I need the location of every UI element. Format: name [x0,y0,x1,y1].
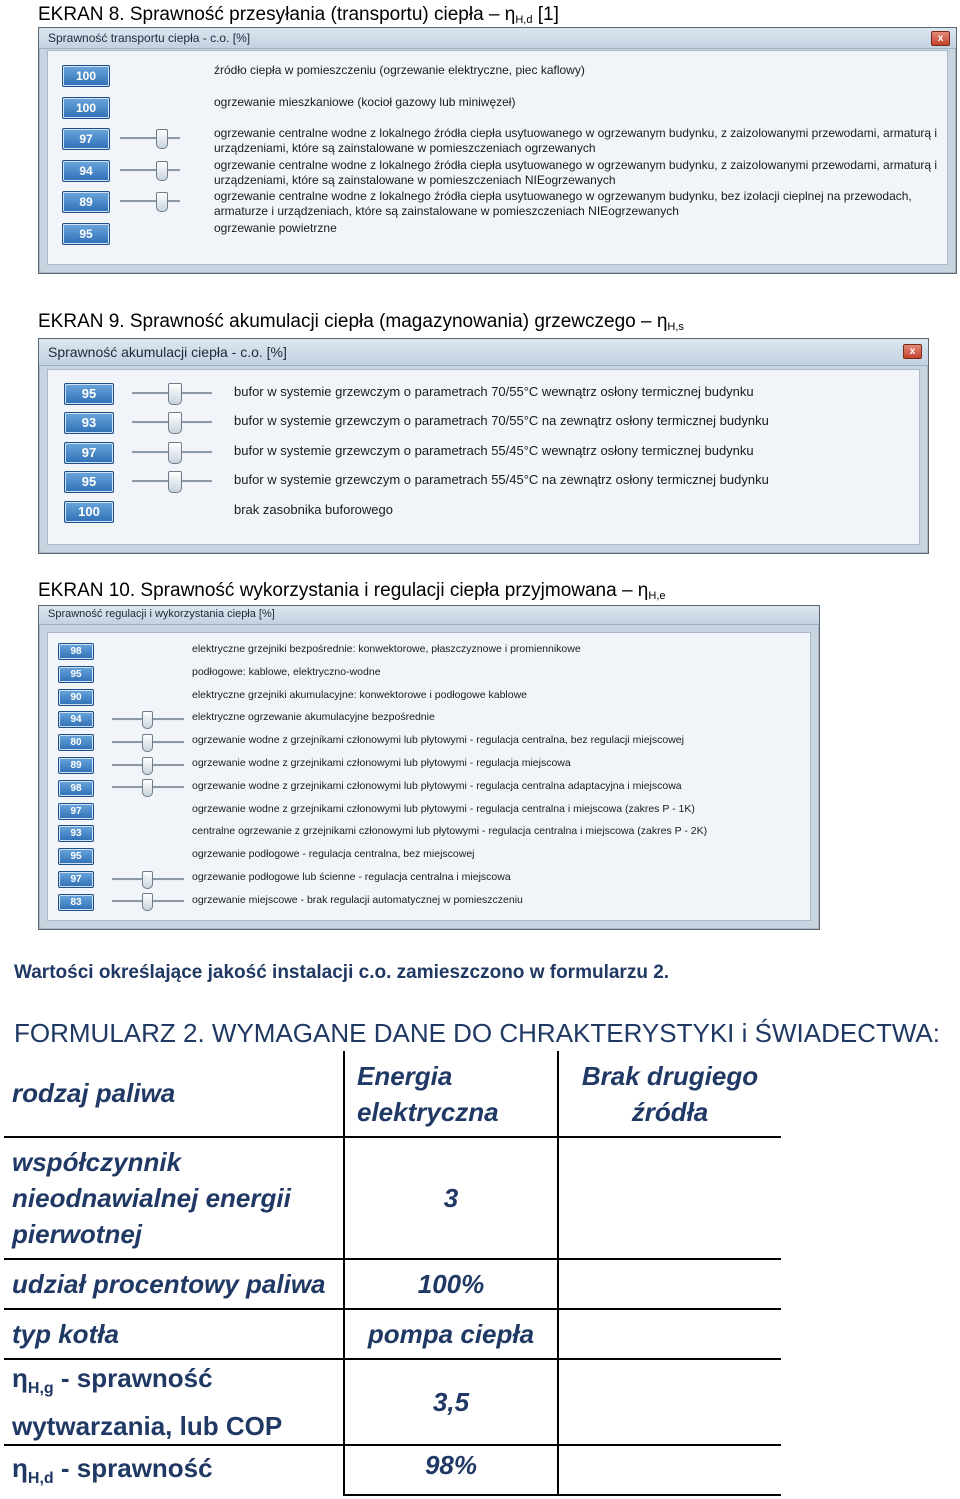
form-row-value2 [558,1359,781,1445]
slider-thumb[interactable] [156,161,168,181]
form-row-label: udział procentowy paliwa [4,1259,344,1309]
value-box[interactable]: 95 [58,666,94,683]
eta-symbol: η [12,1452,28,1483]
screen8-heading [38,4,559,26]
option-description: ogrzewanie miejscowe - brak regulacji automatycznej w pomieszczeniu [192,893,523,906]
value-box[interactable]: 100 [62,97,110,119]
value-box[interactable]: 95 [58,848,94,865]
value-box[interactable]: 90 [58,689,94,706]
form-header-label: rodzaj paliwa [4,1051,344,1137]
value-box[interactable]: 95 [64,471,114,493]
close-icon[interactable]: x [931,31,950,46]
form-row [4,1137,781,1259]
slider-track[interactable] [120,137,180,140]
form-row [4,1309,781,1359]
form-col1-header-text: Energia elektryczna [357,1060,499,1127]
option-description: bufor w systemie grzewczym o parametrach 55/45°C na zewnątrz osłony termicznej budynku [234,472,769,488]
form-row-value2 [558,1445,781,1495]
form-row-value2 [558,1259,781,1309]
option-row[interactable] [48,61,947,93]
form-table [4,1051,781,1496]
option-description: źródło ciepła w pomieszczeniu (ogrzewanie elektryczne, piec kaflowy) [214,63,585,77]
option-row[interactable] [48,439,919,468]
option-description: elektryczne grzejniki akumulacyjne: konwektorowe i podłogowe kablowe [192,688,528,701]
form-col2-header [558,1051,781,1137]
screen9-window [38,338,929,554]
screen8-heading-text: EKRAN 8. Sprawność przesyłania (transportu) ciepła – η [38,4,516,25]
option-row[interactable] [48,801,810,824]
slider-thumb[interactable] [142,779,153,797]
value-box[interactable]: 97 [64,442,114,464]
form-row-value: 100% [344,1259,558,1309]
screen10-body [47,632,811,921]
value-box[interactable]: 97 [62,128,110,150]
slider-track[interactable] [120,169,180,172]
option-description: ogrzewanie podłogowe lub ścienne - regulacja centralna i miejscowa [192,871,511,883]
form-row-label: współczynnik nieodnawialnej energii pierwotnej [4,1137,344,1259]
option-row[interactable] [48,93,947,125]
screen10-heading-sub: H,e [648,590,666,602]
slider-thumb[interactable] [168,442,182,464]
slider-thumb[interactable] [168,383,182,405]
value-box[interactable]: 89 [62,191,110,213]
option-row[interactable] [48,778,810,801]
value-box[interactable]: 83 [58,894,94,911]
option-description: bufor w systemie grzewczym o parametrach 70/55°C na zewnątrz osłony termicznej budynku [234,413,769,429]
screen10-window [38,605,820,930]
screen8-body [47,50,948,265]
form-col2-header-text: Brak drugiego źródła [581,1060,759,1127]
option-description: ogrzewanie wodne z grzejnikami członowymi lub płytowymi - regulacja miejscowa [192,757,571,769]
screen9-body [47,369,920,545]
option-row[interactable] [48,664,810,687]
screen9-heading-text: EKRAN 9. Sprawność akumulacji ciepła (magazynowania) grzewczego – η [38,311,668,332]
value-box[interactable]: 94 [62,160,110,182]
form-header-row [4,1051,781,1137]
form-row [4,1445,781,1495]
screen8-titlebar [39,28,956,49]
screen9-titlebar [39,339,928,366]
screen8-window-title: Sprawność transportu ciepła - c.o. [%] [48,31,251,45]
form-row-value: 98% [344,1445,558,1495]
slider-thumb[interactable] [156,192,168,212]
form-col1-header [344,1051,558,1137]
screen10-heading-text: EKRAN 10. Sprawność wykorzystania i regulacji ciepła przyjmowana – η [38,580,649,601]
option-row[interactable] [48,709,810,732]
option-row[interactable] [48,846,810,869]
screen9-window-title: Sprawność akumulacji ciepła - c.o. [%] [48,344,287,360]
slider-thumb[interactable] [168,471,182,493]
eta-subscript: H,g [27,1380,54,1398]
value-box[interactable]: 95 [64,383,114,405]
option-row[interactable] [48,732,810,755]
screen10-window-title: Sprawność regulacji i wykorzystania ciepła [%] [48,608,275,620]
option-row[interactable] [48,156,947,188]
slider-thumb[interactable] [168,412,182,434]
option-description: ogrzewanie wodne z grzejnikami członowymi lub płytowymi - regulacja centralna, bez regulacji miejscowej [192,734,684,747]
screen8-heading-tail: [1] [532,4,559,25]
option-row[interactable] [48,687,810,710]
screen8-heading-sub: H,d [515,14,533,26]
option-row[interactable] [48,468,919,497]
option-description: ogrzewanie mieszkaniowe (kocioł gazowy lub miniwęzeł) [214,94,516,109]
slider-thumb[interactable] [142,871,153,889]
value-box[interactable]: 97 [58,803,94,820]
slider-thumb[interactable] [142,734,153,752]
form-row [4,1359,781,1445]
option-description: ogrzewanie centralne wodne z lokalnego źródła ciepła usytuowanego w ogrzewanym budynku, bez izolacji cieplnej na przewodach, armaturze i urządzeniach, które są zainstalowane w pomieszczeniach NIEogrzewanych [214,189,912,219]
option-row[interactable] [48,409,919,438]
value-box[interactable]: 93 [64,412,114,434]
slider-thumb[interactable] [142,711,153,729]
option-row[interactable] [48,124,947,156]
form-row-value: 3,5 [344,1359,558,1445]
screen10-titlebar [39,606,819,625]
screen9-heading [38,311,684,333]
screen9-heading-sub: H,s [667,321,684,333]
option-row[interactable] [48,187,947,219]
form-row-value2 [558,1309,781,1359]
option-row[interactable] [48,380,919,409]
slider-thumb[interactable] [142,893,153,911]
option-description: brak zasobnika buforowego [234,501,393,517]
value-box[interactable]: 97 [58,871,94,888]
option-description: elektryczne ogrzewanie akumulacyjne bezpośrednie [192,711,435,724]
option-description: bufor w systemie grzewczym o parametrach 55/45°C wewnątrz osłony termicznej budynku [234,442,754,458]
screen8-window [38,27,957,274]
option-row[interactable] [48,869,810,892]
option-row[interactable] [48,219,947,251]
option-description: ogrzewanie wodne z grzejnikami członowymi lub płytowymi - regulacja centralna adaptacyjna i miejscowa [192,779,682,792]
form-row-value: 3 [344,1137,558,1259]
option-row[interactable] [48,755,810,778]
value-box[interactable]: 95 [62,223,110,245]
form-row-value2 [558,1137,781,1259]
note-text: Wartości określające jakość instalacji c.o. zamieszczono w formularzu 2. [14,962,670,983]
value-box[interactable]: 89 [58,757,94,774]
value-box[interactable]: 80 [58,734,94,751]
close-icon[interactable]: x [903,344,922,359]
option-description: ogrzewanie wodne z grzejnikami członowymi lub płytowymi - regulacja centralna i miejscowa (zakres P - 1K) [192,802,695,815]
form-row-label-text: - sprawność [53,1452,213,1483]
value-box[interactable]: 100 [64,501,114,523]
option-description: centralne ogrzewanie z grzejnikami członowymi lub płytowymi - regulacja centralna i miejscowa (zakres P - 2K) [192,825,708,838]
form-row [4,1259,781,1309]
option-row[interactable] [48,892,810,915]
slider-thumb[interactable] [142,757,153,775]
form-row-label [4,1359,344,1445]
form-title: FORMULARZ 2. WYMAGANE DANE DO CHRAKTERYSTYKI i ŚWIADECTWA: [14,1018,940,1048]
eta-symbol: η [12,1363,28,1394]
option-description: ogrzewanie centralne wodne z lokalnego źródła ciepła usytuowanego w ogrzewanym budynku, z zaizolowanymi przewodami, armaturą i urządzeniami, które są zainstalowane w pomieszczeniach NIEogrzewanych [214,157,938,187]
slider-track[interactable] [120,200,180,203]
option-row[interactable] [48,823,810,846]
eta-subscript: H,d [27,1470,54,1488]
value-box[interactable]: 98 [58,643,94,660]
value-box[interactable]: 100 [62,65,110,87]
screen10-heading [38,580,666,602]
form-row-label [4,1445,344,1495]
value-box[interactable]: 93 [58,825,94,842]
form-row-value: pompa ciepła [344,1309,558,1359]
option-description: bufor w systemie grzewczym o parametrach 70/55°C wewnątrz osłony termicznej budynku [234,384,754,399]
option-description: podłogowe: kablowe, elektryczno-wodne [192,665,381,678]
slider-thumb[interactable] [156,129,168,149]
value-box[interactable]: 94 [58,711,94,728]
form-row-label: typ kotła [4,1309,344,1359]
option-description: ogrzewanie podłogowe - regulacja centralna, bez miejscowej [192,848,475,861]
value-box[interactable]: 98 [58,780,94,797]
option-description: ogrzewanie centralne wodne z lokalnego źródła ciepła usytuowanego w ogrzewanym budynku, z zaizolowanymi przewodami, armaturą i urządzeniami, które są zainstalowane w pomieszczeniach ogrzewanych [214,126,938,156]
option-description: ogrzewanie powietrzne [214,221,337,235]
option-row[interactable] [48,641,810,664]
option-description: elektryczne grzejniki bezpośrednie: konwektorowe, płaszczyznowe i promiennikowe [192,643,581,655]
form-row-label-text: - sprawność wytwarzania, lub COP [12,1363,283,1441]
option-row[interactable] [48,498,919,527]
